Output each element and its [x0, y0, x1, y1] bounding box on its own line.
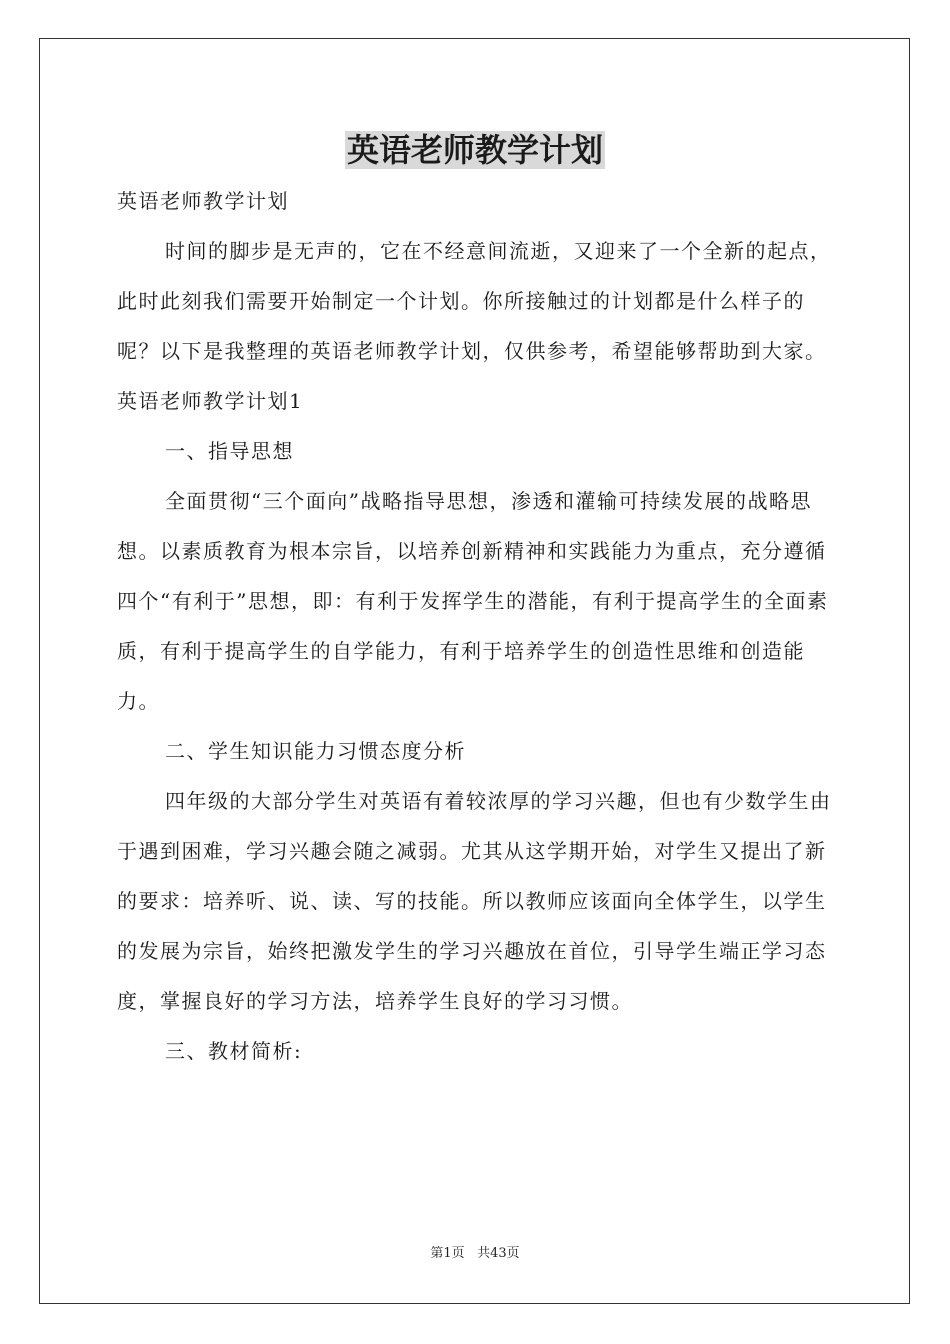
- heading-textbook-analysis: 三、教材简析:: [165, 1039, 303, 1063]
- heading-student-analysis: 二、学生知识能力习惯态度分析: [165, 739, 466, 763]
- document-title: [0, 128, 950, 172]
- heading-guiding-thought: 一、指导思想: [165, 439, 294, 463]
- document-body: [117, 176, 833, 1076]
- paragraph-guiding-thought: 全面贯彻“三个面向”战略指导思想，渗透和灌输可持续发展的战略思想。以素质教育为根本宗旨，以培养创新精神和实践能力为重点，充分遵循四个“有利于”思想，即：有利于发挥学生的潜能，有利于提高学生的全面素质，有利于提高学生的自学能力，有利于培养学生的创造性思维和创造能力。: [117, 489, 829, 713]
- paragraph-student-analysis: 四年级的大部分学生对英语有着较浓厚的学习兴趣，但也有少数学生由于遇到困难，学习兴趣会随之减弱。尤其从这学期开始，对学生又提出了新的要求：培养听、说、读、写的技能。所以教师应该面向全体学生，以学生的发展为宗旨，始终把激发学生的学习兴趣放在首位，引导学生端正学习态度，掌握良好的学习方法，培养学生良好的学习习惯。: [117, 789, 832, 1013]
- paragraph-section-heading: 英语老师教学计划1: [117, 389, 304, 413]
- page-number: 第1页: [430, 1246, 465, 1261]
- paragraph-subtitle: 英语老师教学计划: [117, 189, 289, 213]
- page-total: 共43页: [477, 1246, 520, 1261]
- page-footer: [0, 1244, 950, 1264]
- paragraph-intro: 时间的脚步是无声的，它在不经意间流逝，又迎来了一个全新的起点，此时此刻我们需要开始制定一个计划。你所接触过的计划都是什么样子的呢？以下是我整理的英语老师教学计划，仅供参考，希望能够帮助到大家。: [117, 239, 832, 363]
- document-title-text: 英语老师教学计划: [346, 131, 603, 169]
